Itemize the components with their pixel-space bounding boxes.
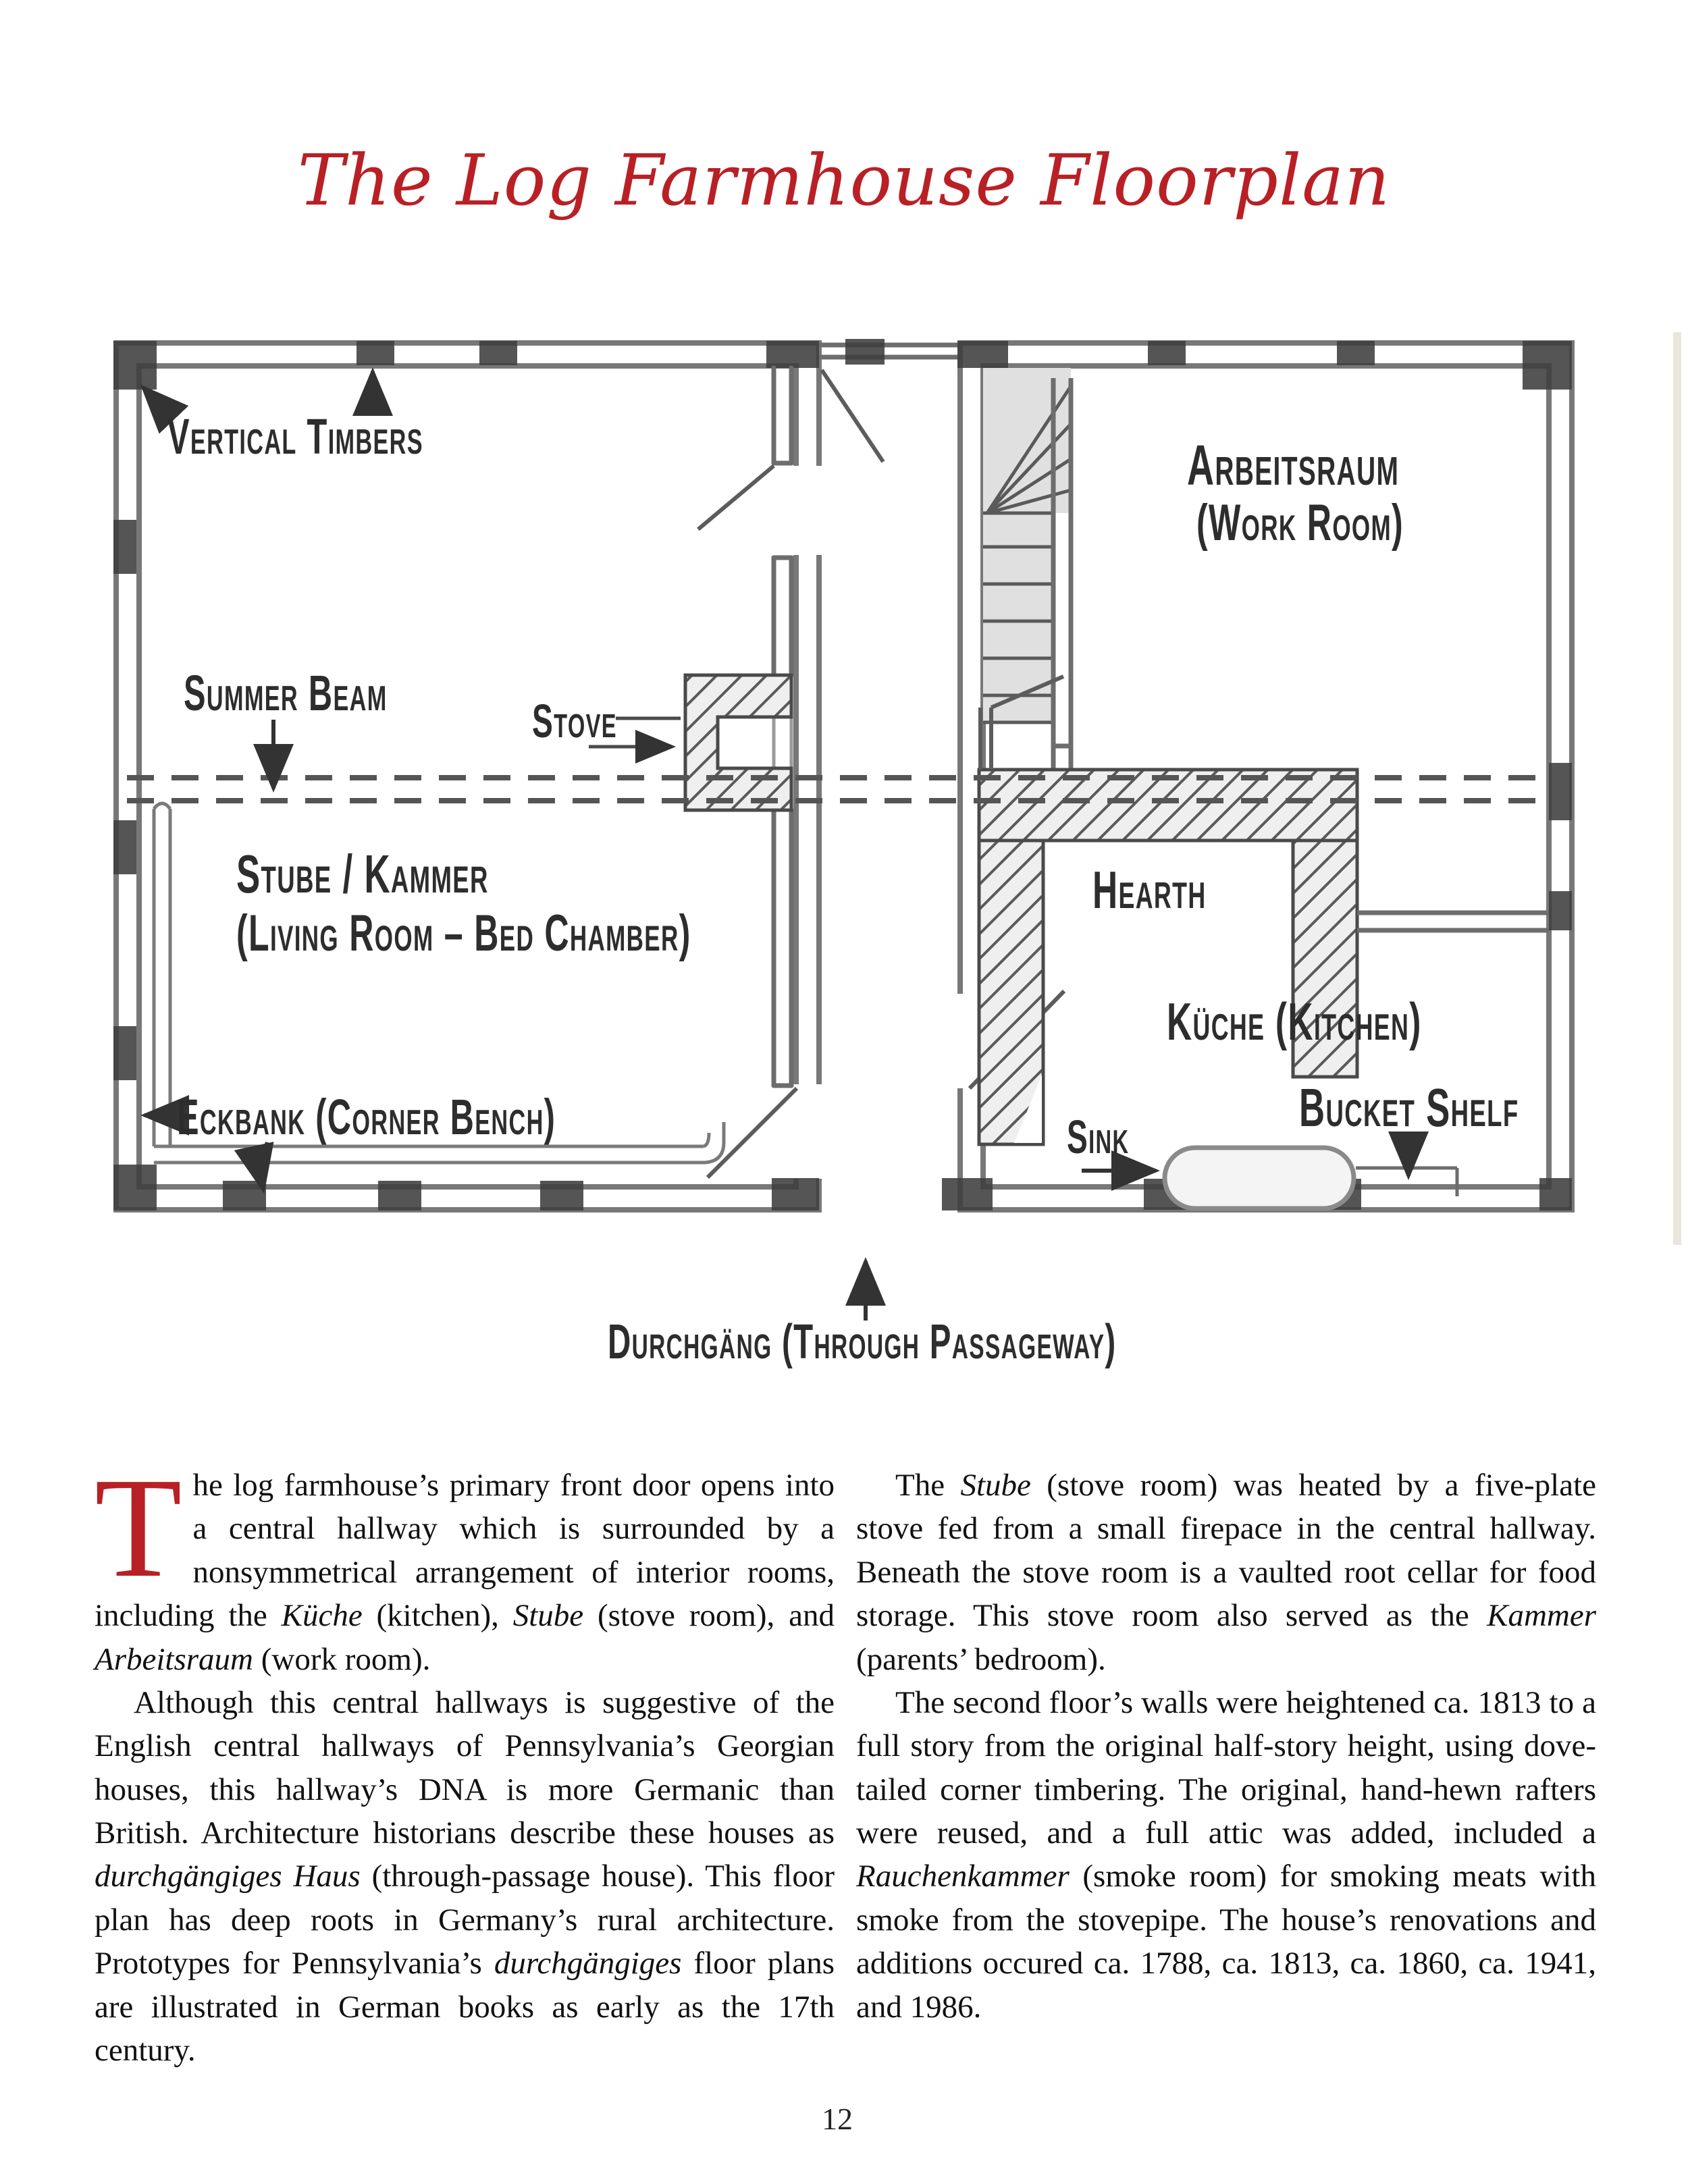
label-summer-beam: Summer Beam [184, 665, 388, 722]
paragraph: The log farmhouse’s primary front door opens into a central hallway which is surrounded by a nonsymmetrical arrangement of interior rooms, including the Küche (kitchen), Stube (stove room), and Arbeitsraum (work room). [95, 1448, 835, 1677]
paragraph: The second floor’s walls were heightened ca. 1813 to a full story from the original half-story height, using dove-tailed corner timbering. The original, hand-hewn rafters were reused, and a full attic was added, included a Rauchenkammer (smoke room) for smoking meats with smoke from the stovepipe. The house’s renovations and additions occured ca. 1788, ca. 1813, ca. 1860, ca. 1941, and 1986. [856, 1684, 1596, 2025]
scan-edge-line [1673, 332, 1681, 1245]
page-title: The Log Farmhouse Floorplan [297, 139, 1391, 221]
label-sink: Sink [1067, 1110, 1130, 1164]
label-durchgang: Durchgäng (Through Passageway) [608, 1314, 1117, 1369]
article-column-left [95, 1448, 835, 2072]
label-kueche: Küche (Kitchen) [1167, 992, 1422, 1052]
article-column-right [856, 1464, 1596, 2072]
sink-basin [1165, 1148, 1354, 1208]
label-arbeitsraum: Arbeitsraum [1187, 434, 1400, 498]
label-hearth: Hearth [1092, 861, 1207, 920]
label-stube-kammer-sub: (Living Room – Bed Chamber) [236, 904, 691, 962]
label-vertical-timbers: Vertical Timbers [167, 408, 423, 465]
drop-cap: T [95, 1448, 182, 1607]
paragraph: Although this central hallways is suggestive of the English central hallways of Pennsylvania’s Georgian houses, this hallway’s DNA is more Germanic than British. Architecture historians describe these houses as durchgängiges Haus (through-passage house). This floor plan has deep roots in Germany’s rural architecture. Prototypes for Pennsylvania’s durchgängiges floor plans are illustrated in German books as early as the 17th century. [95, 1684, 835, 2068]
staircase [983, 368, 1071, 837]
vertical-timbers-arrow-left [143, 388, 170, 416]
label-arbeitsraum-sub: (Work Room) [1196, 494, 1404, 552]
paragraph: The Stube (stove room) was heated by a five-plate stove fed from a small firepace in the central hallway. Beneath the stove room is a vaulted root cellar for food storage. This stove room also served as the Kammer (parents’ bedroom). [856, 1468, 1596, 1677]
label-stove: Stove [532, 694, 617, 748]
page-number: 12 [822, 2102, 853, 2136]
article-body [95, 1448, 1596, 2072]
passage-lintel [819, 345, 960, 357]
label-bucket-shelf: Bucket Shelf [1299, 1078, 1519, 1138]
label-eckbank: Eckbank (Corner Bench) [177, 1089, 556, 1146]
hearth-counter-wall [1357, 913, 1549, 930]
label-stube-kammer: Stube / Kammer [236, 845, 489, 905]
interior-partitions [774, 368, 791, 1086]
